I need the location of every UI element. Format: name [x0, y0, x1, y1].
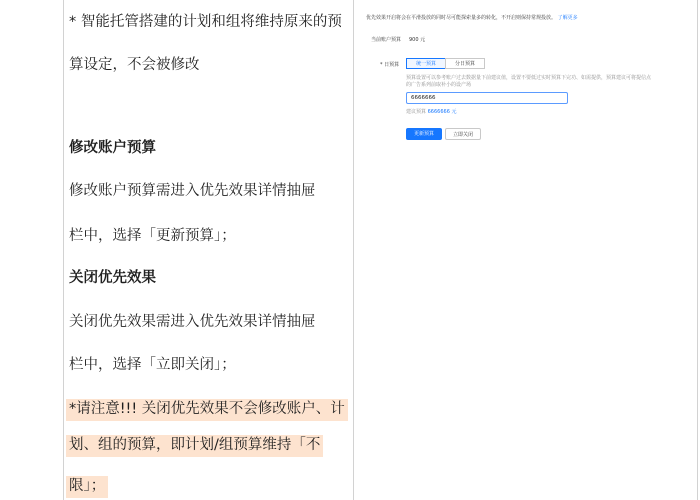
current-budget-value: 900 元	[409, 37, 426, 43]
suggested-budget-value[interactable]: 6666666 元	[427, 109, 457, 115]
suggested-budget: 建议预算 6666666 元	[406, 109, 457, 115]
close-now-button[interactable]: 立即关闭	[445, 128, 481, 140]
paragraph-close-line1: 关闭优先效果需进入优先效果详情抽屉	[69, 314, 316, 330]
budget-hint-line1: 预算设置可以参考账户过去数据量下前建议值，设置不要低过实时预算下完功、如需提供，预算建议可将提信点	[406, 75, 652, 81]
heading-close-priority: 关闭优先效果	[69, 270, 156, 286]
daily-budget-label: * 日预算	[380, 62, 400, 68]
update-budget-button[interactable]: 更新预算	[406, 128, 442, 140]
left-text-column	[63, 0, 353, 500]
top-notice: 优先效果开启将会在平滑投放的同时尽可能探索量多的转化，不开启则保持常规投放。 了解更多	[366, 15, 578, 21]
current-budget-label: 当前账户预算	[371, 37, 402, 43]
paragraph-close-line2: 栏中，选择「立即关闭」；	[69, 357, 236, 373]
budget-input[interactable]: 6666666	[406, 92, 568, 104]
budget-hint-line2: 的广告系列前取补小的设产场	[406, 82, 472, 88]
paragraph-modify-line1: 修改账户预算需进入优先效果详情抽屉	[69, 183, 316, 199]
paragraph-intro-line1: * 智能托管搭建的计划和组将维持原来的预	[69, 14, 342, 30]
notice-line2: 划、组的预算，即计划/组预算维持「不	[69, 435, 323, 455]
learn-more-link[interactable]: 了解更多	[557, 15, 578, 21]
segment-unified-budget[interactable]: 统一预算	[406, 58, 446, 69]
heading-modify-budget: 修改账户预算	[69, 140, 156, 156]
frame-line-middle	[353, 0, 354, 500]
paragraph-intro-line2: 算设定，不会被修改	[69, 57, 200, 73]
segment-split-budget[interactable]: 分日预算	[445, 58, 485, 69]
notice-line3: 限」；	[69, 476, 108, 496]
notice-line1: *请注意!!! 关闭优先效果不会修改账户、计	[69, 399, 348, 419]
paragraph-modify-line2: 栏中，选择「更新预算」；	[69, 228, 236, 244]
budget-panel-screenshot	[355, 0, 700, 500]
